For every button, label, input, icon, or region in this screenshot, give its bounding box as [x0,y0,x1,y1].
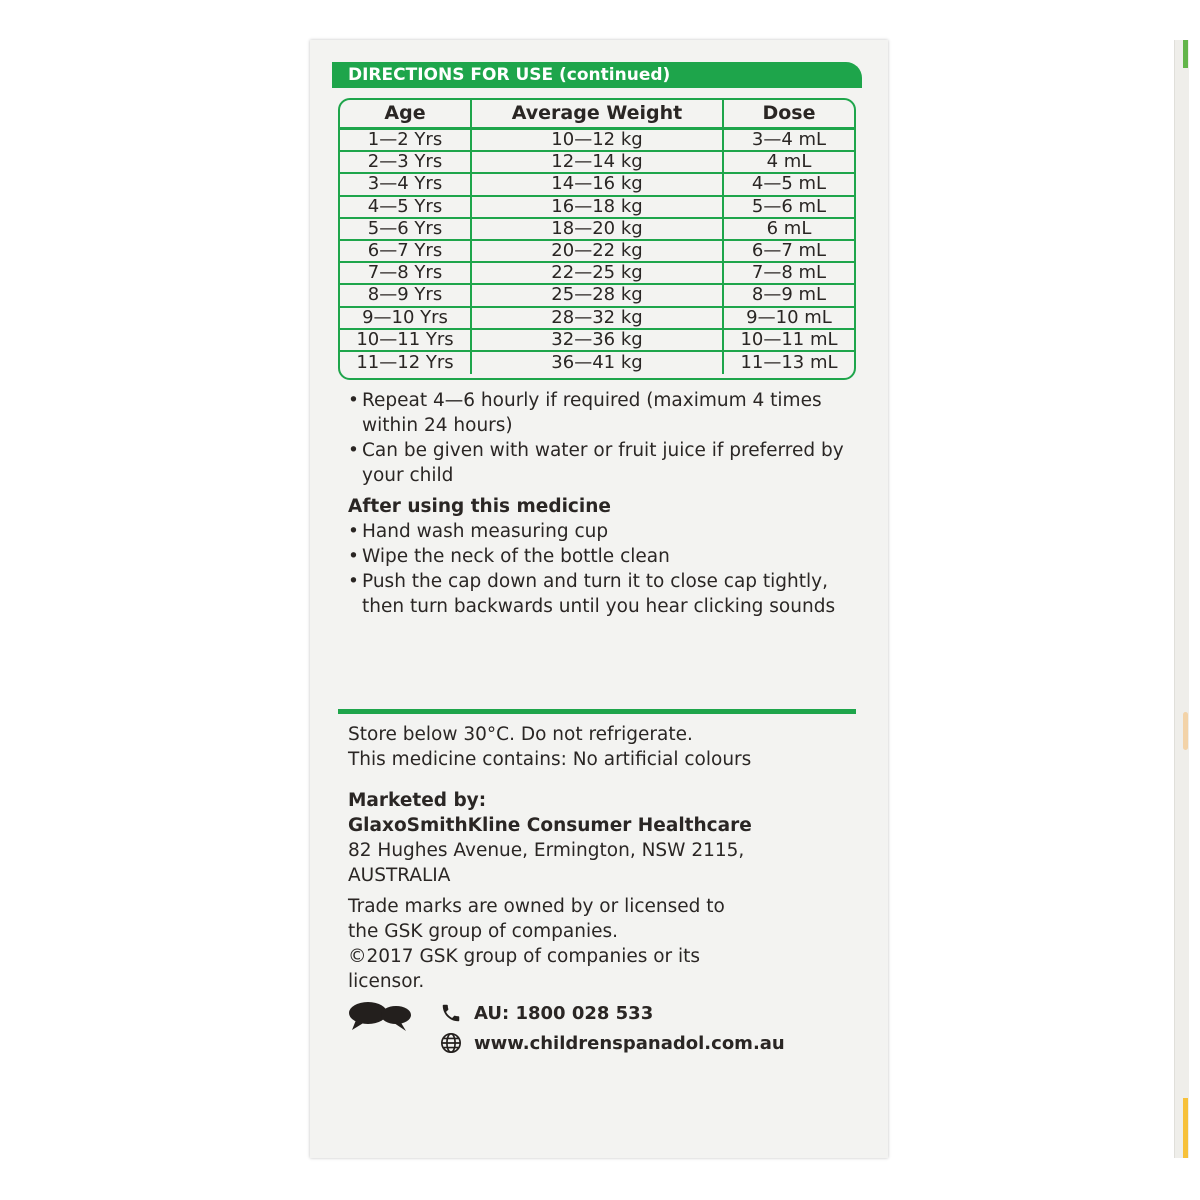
table-cell-weight: 18—20 kg [472,219,724,241]
table-cell-dose: 6—7 mL [724,241,854,263]
table-cell-dose: 5—6 mL [724,197,854,219]
carton-edge [1174,40,1189,1158]
directions-header: DIRECTIONS FOR USE (continued) [332,62,862,88]
column-header-weight: Average Weight [472,100,724,130]
table-cell-dose: 6 mL [724,219,854,241]
bullet-wipe-neck: • Wipe the neck of the bottle clean [348,544,858,569]
table-cell-dose: 10—11 mL [724,330,854,352]
after-use-heading: After using this medicine [348,496,611,517]
section-divider [338,709,856,714]
table-cell-dose: 4—5 mL [724,174,854,196]
table-cell-dose: 3—4 mL [724,130,854,152]
carton-edge-orange-mark [1183,712,1188,750]
table-cell-weight: 32—36 kg [472,330,724,352]
table-cell-weight: 28—32 kg [472,308,724,330]
table-cell-age: 10—11 Yrs [340,330,472,352]
table-cell-weight: 36—41 kg [472,352,724,374]
directions-bullets [348,388,858,619]
dosage-table [338,98,856,380]
table-cell-dose: 4 mL [724,152,854,174]
table-cell-dose: 7—8 mL [724,263,854,285]
table-cell-weight: 25—28 kg [472,285,724,307]
company-name: GlaxoSmithKline Consumer Healthcare [348,815,752,836]
table-cell-age: 9—10 Yrs [340,308,472,330]
table-cell-age: 8—9 Yrs [340,285,472,307]
website-link[interactable]: www.childrenspanadol.com.au [474,1032,785,1054]
table-cell-dose: 8—9 mL [724,285,854,307]
bullet-hand-wash: • Hand wash measuring cup [348,519,858,544]
table-cell-age: 6—7 Yrs [340,241,472,263]
table-cell-weight: 12—14 kg [472,152,724,174]
storage-line: Store below 30°C. Do not refrigerate. [348,724,693,745]
table-cell-weight: 20—22 kg [472,241,724,263]
bullet-repeat: • Repeat 4—6 hourly if required (maximum 4 times within 24 hours) [348,388,858,438]
bullet-cap: • Push the cap down and turn it to close cap tightly, then turn backwards until you hear clicking sounds [348,569,858,619]
table-cell-weight: 10—12 kg [472,130,724,152]
globe-icon [440,1032,462,1054]
trademark-notice: Trade marks are owned by or licensed to the GSK group of companies. [348,896,725,942]
speech-bubbles-icon [348,1000,414,1034]
table-cell-age: 4—5 Yrs [340,197,472,219]
copyright-notice: ©2017 GSK group of companies or its licensor. [348,946,701,992]
address-line-1: 82 Hughes Avenue, Ermington, NSW 2115, [348,840,745,861]
website-row [440,1032,785,1054]
phone-number[interactable]: AU: 1800 028 533 [474,1002,654,1024]
table-cell-dose: 9—10 mL [724,308,854,330]
address-line-2: AUSTRALIA [348,865,451,886]
table-cell-age: 11—12 Yrs [340,352,472,374]
phone-row [440,1002,653,1024]
marketed-by-label: Marketed by: [348,790,487,811]
table-cell-age: 7—8 Yrs [340,263,472,285]
carton-edge-green-stripe [1183,40,1188,68]
carton-side-panel [310,40,888,1158]
bullet-water-juice: • Can be given with water or fruit juice if preferred by your child [348,438,858,488]
table-cell-weight: 14—16 kg [472,174,724,196]
table-cell-age: 5—6 Yrs [340,219,472,241]
table-cell-weight: 22—25 kg [472,263,724,285]
dosage-grid [340,100,854,378]
phone-icon [440,1002,462,1024]
column-header-age: Age [340,100,472,130]
ingredients-line: This medicine contains: No artificial colours [348,749,752,770]
carton-edge-yellow-stripe [1183,1098,1188,1158]
table-cell-age: 2—3 Yrs [340,152,472,174]
table-cell-age: 1—2 Yrs [340,130,472,152]
column-header-dose: Dose [724,100,854,130]
table-cell-age: 3—4 Yrs [340,174,472,196]
marketer-info [348,788,858,994]
table-cell-dose: 11—13 mL [740,351,838,373]
storage-info [348,722,858,772]
table-cell-weight: 16—18 kg [472,197,724,219]
